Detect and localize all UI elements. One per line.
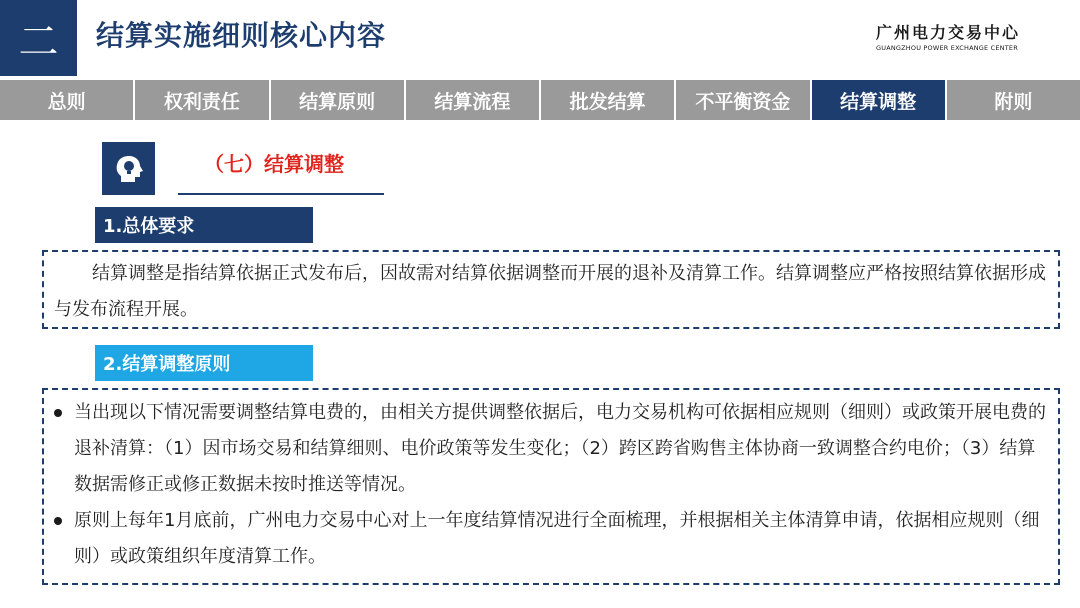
chapter-tab-bar [0,80,1080,120]
bullet-item: 原则上每年1月底前，广州电力交易中心对上一年度结算情况进行全面梳理，并根据相关主体清算申请，依据相应规则（细则）或政策组织年度清算工作。 [54,503,1048,575]
adjustment-principles-box [42,388,1060,585]
bullet-item: 当出现以下情况需要调整结算电费的，由相关方提供调整依据后，电力交易机构可依据相应规则（细则）或政策开展电费的退补清算：（1）因市场交易和结算细则、电价政策等发生变化；（2）跨区跨省购售主体协商一致调整合约电价；（3）结算数据需修正或修正数据未按时推送等情况。 [54,395,1048,503]
org-logo [876,20,1036,52]
subheading-general-requirements: 1.总体要求 [95,207,313,243]
tab-appendix[interactable]: 附则 [994,90,1033,113]
tab-general[interactable]: 总则 [0,80,135,120]
section-number: 二 [18,18,59,65]
tab-settlement-principles[interactable]: 结算原则 [271,80,406,120]
general-requirements-text: 结算调整是指结算依据正式发布后，因故需对结算依据调整而开展的退补及清算工作。结算调整应严格按照结算依据形成与发布流程开展。 [54,263,1046,320]
tab-rights-responsibilities[interactable]: 权利责任 [135,80,270,120]
logo-english-name: GUANGZHOU POWER EXCHANGE CENTER [876,44,1018,52]
general-requirements-box [42,250,1060,329]
tab-imbalance-funds[interactable]: 不平衡资金 [676,80,811,120]
logo-chinese-name: 广州电力交易中心 [876,23,1021,42]
tab-wholesale-settlement[interactable]: 批发结算 [541,80,676,120]
section-title-underline [178,193,384,195]
head-bulb-icon [102,142,155,195]
page-title: 结算实施细则核心内容 [96,19,387,52]
subheading-adjustment-principles: 2.结算调整原则 [95,345,313,381]
tab-settlement-adjustment[interactable]: 结算调整 [812,80,947,120]
section-title: （七）结算调整 [204,152,344,176]
tab-settlement-process[interactable]: 结算流程 [406,80,541,120]
section-number-badge [0,0,77,76]
